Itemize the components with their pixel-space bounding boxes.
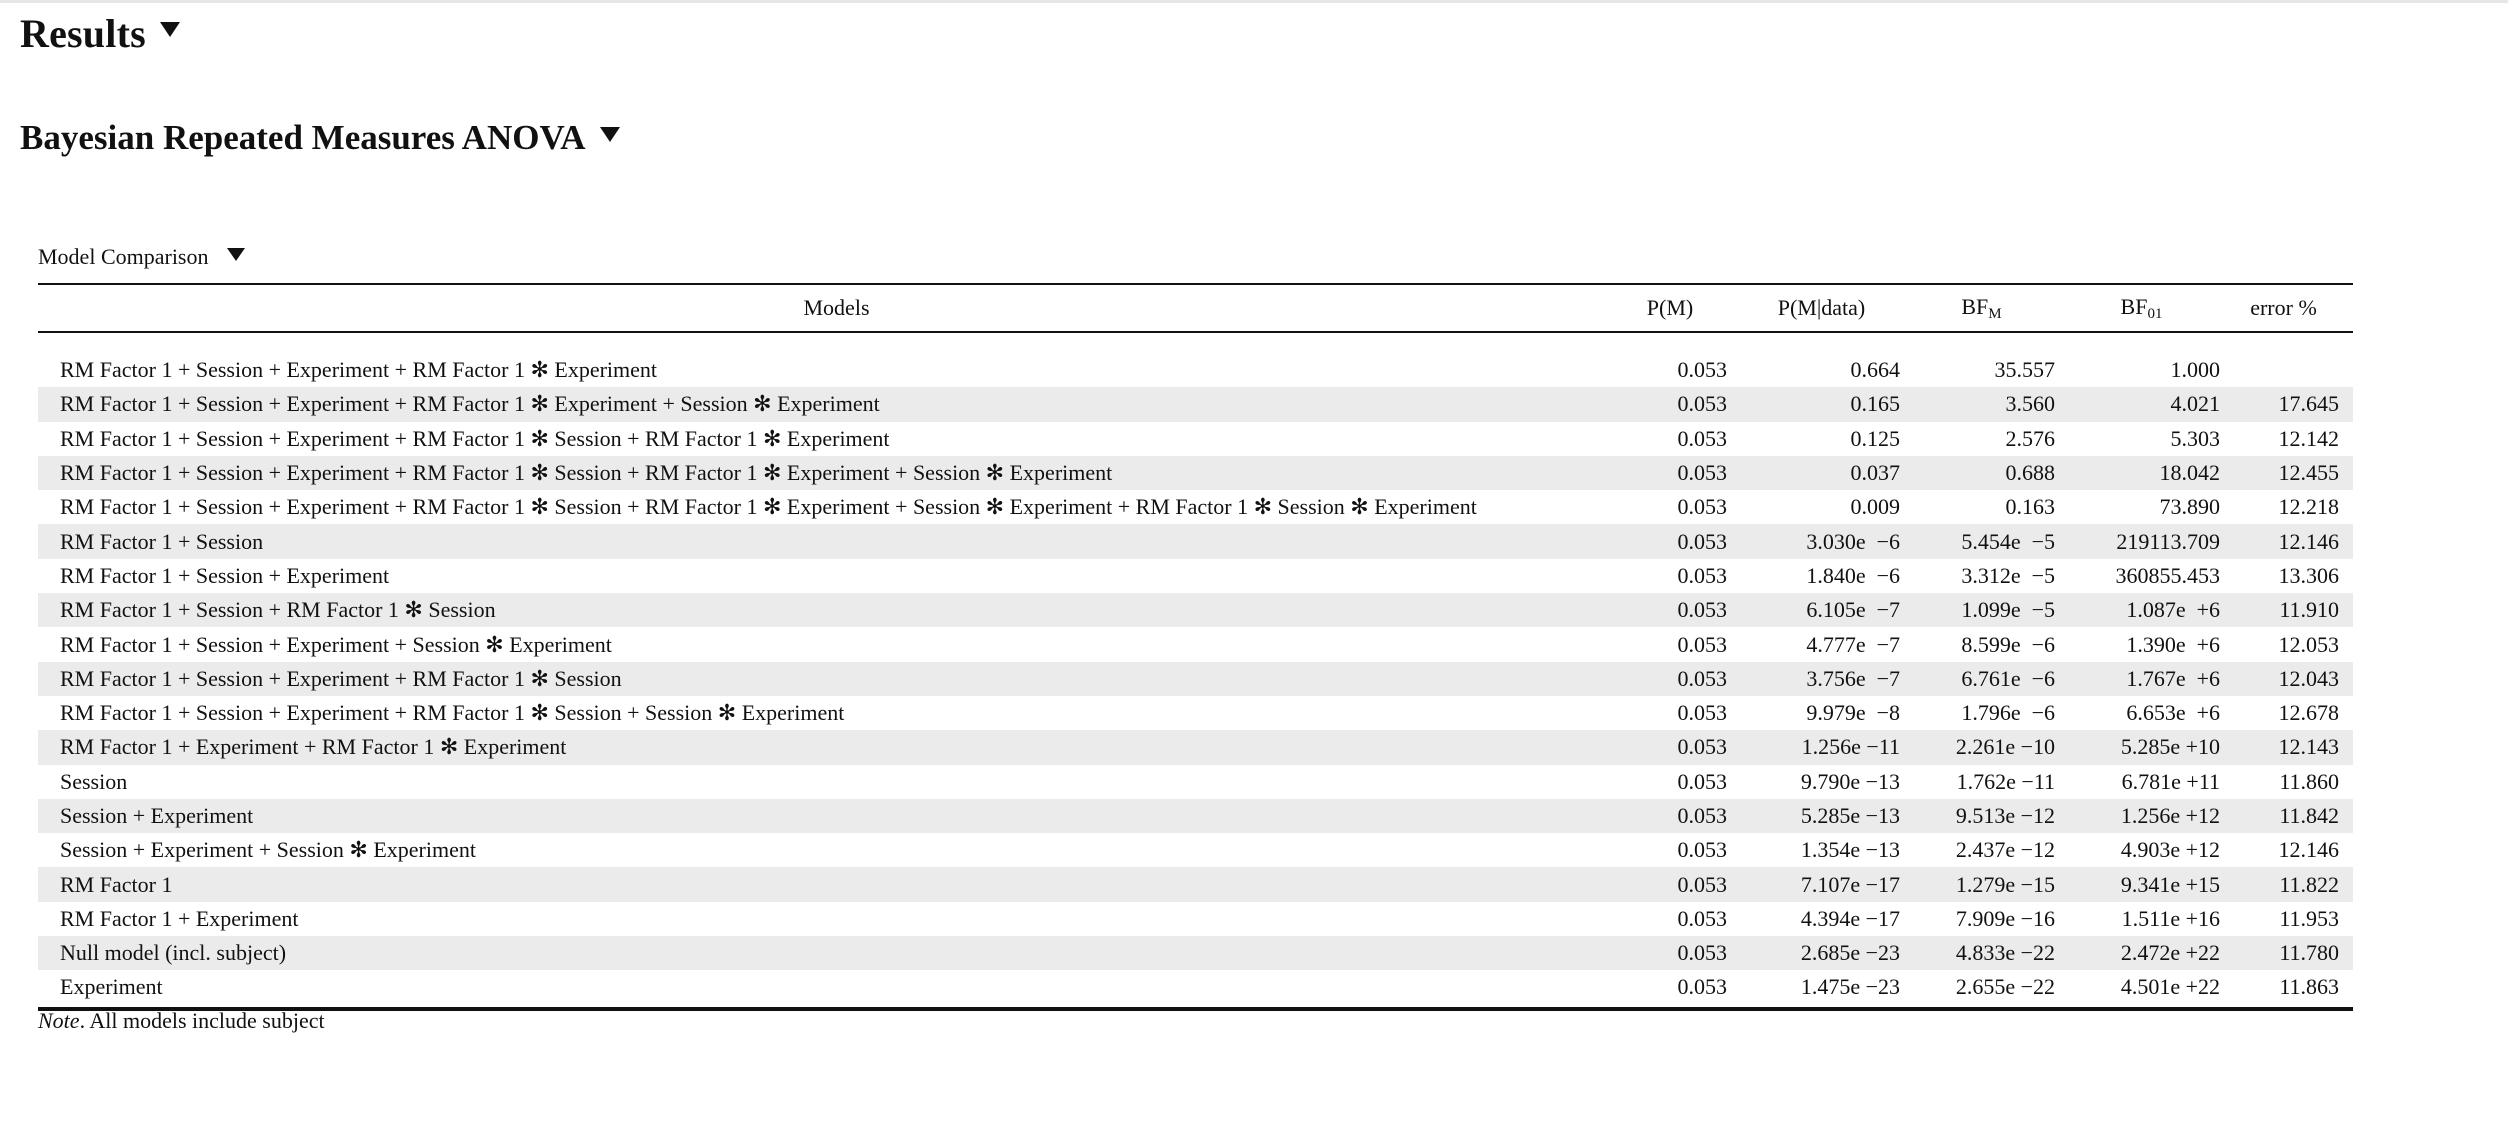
cell-bfm: 1.099e −5 <box>1961 597 2055 623</box>
cell-bfm: 2.655e −22 <box>1955 974 2055 1000</box>
header-pm-data: P(M|data) <box>1777 295 1866 320</box>
cell-pm: 0.053 <box>1677 494 1727 520</box>
cell-pm-data: 0.037 <box>1850 460 1900 486</box>
header-pm: P(M) <box>1646 295 1694 320</box>
cell-error: 12.143 <box>2278 734 2339 760</box>
cell-bfm: 6.761e −6 <box>1961 665 2055 691</box>
cell-pm-data: 4.394e −17 <box>1800 905 1900 931</box>
header-bf01-sub: 01 <box>2147 305 2163 322</box>
cell-error: 11.822 <box>2279 871 2339 897</box>
table-row <box>38 524 2353 558</box>
collapse-triangle-icon[interactable] <box>160 22 180 37</box>
table-row <box>38 765 2353 799</box>
cell-bfm: 0.688 <box>2005 460 2055 486</box>
cell-bf01: 9.341e +15 <box>2120 871 2220 897</box>
cell-pm: 0.053 <box>1677 425 1727 451</box>
cell-error: 11.910 <box>2279 597 2339 623</box>
cell-pm: 0.053 <box>1677 768 1727 794</box>
cell-pm-data: 7.107e −17 <box>1800 871 1900 897</box>
cell-bf01: 2.472e +22 <box>2120 940 2220 966</box>
note-label: Note <box>38 1008 80 1033</box>
cell-model: Session + Experiment <box>60 803 254 828</box>
table-row <box>38 833 2353 867</box>
cell-pm: 0.053 <box>1677 734 1727 760</box>
cell-error: 13.306 <box>2278 562 2339 588</box>
header-bf01-base: BF <box>2120 293 2148 319</box>
cell-bf01: 1.000 <box>2170 357 2220 383</box>
cell-pm-data: 1.475e −23 <box>1800 974 1900 1000</box>
cell-bfm: 5.454e −5 <box>1961 528 2055 554</box>
header-bfm <box>1908 294 2063 323</box>
table-row <box>38 799 2353 833</box>
cell-error: 11.863 <box>2279 974 2339 1000</box>
table-header <box>38 285 2353 333</box>
cell-bfm: 3.560 <box>2005 391 2055 417</box>
header-bfm-sub: M <box>1988 305 2002 322</box>
results-heading[interactable] <box>20 10 180 57</box>
cell-pm: 0.053 <box>1677 700 1727 726</box>
cell-error: 11.953 <box>2279 905 2339 931</box>
cell-pm: 0.053 <box>1677 940 1727 966</box>
cell-pm: 0.053 <box>1677 803 1727 828</box>
cell-bf01: 219113.709 <box>2116 528 2220 554</box>
collapse-triangle-icon[interactable] <box>227 248 245 261</box>
table-bottom-rule <box>38 1007 2353 1011</box>
header-models: Models <box>803 295 870 320</box>
cell-bfm: 35.557 <box>1994 357 2055 383</box>
cell-bfm: 2.261e −10 <box>1955 734 2055 760</box>
model-comparison-table <box>38 283 2353 1011</box>
table-row <box>38 936 2353 970</box>
cell-model: RM Factor 1 + Session + Experiment + RM Factor 1 ✻ Session + RM Factor 1 ✻ Experiment + Session ✻ Experiment <box>60 460 1113 486</box>
header-bf01 <box>2063 294 2228 323</box>
cell-error: 12.053 <box>2278 631 2339 657</box>
cell-bf01: 360855.453 <box>2115 562 2220 588</box>
cell-bfm: 4.833e −22 <box>1955 940 2055 966</box>
cell-bf01: 73.890 <box>2159 494 2220 520</box>
table-row <box>38 867 2353 901</box>
cell-bfm: 2.576 <box>2005 425 2055 451</box>
cell-model: RM Factor 1 + Session + Experiment + RM Factor 1 ✻ Experiment <box>60 357 658 383</box>
cell-pm-data: 1.256e −11 <box>1801 734 1900 760</box>
cell-pm: 0.053 <box>1677 528 1727 554</box>
cell-pm: 0.053 <box>1677 974 1727 1000</box>
cell-bfm: 8.599e −6 <box>1961 631 2055 657</box>
table-row <box>38 559 2353 593</box>
cell-error: 11.842 <box>2279 803 2339 828</box>
cell-bf01: 6.781e +11 <box>2121 768 2220 794</box>
cell-pm: 0.053 <box>1677 665 1727 691</box>
note-text: . All models include subject <box>79 1008 325 1033</box>
cell-model: RM Factor 1 + Session + Experiment + RM Factor 1 ✻ Session + RM Factor 1 ✻ Experiment <box>60 425 890 451</box>
cell-pm: 0.053 <box>1677 631 1727 657</box>
cell-pm-data: 9.979e −8 <box>1806 700 1900 726</box>
cell-bf01: 5.285e +10 <box>2120 734 2220 760</box>
table-row <box>38 662 2353 696</box>
cell-pm: 0.053 <box>1677 871 1727 897</box>
table-body <box>38 353 2353 1005</box>
cell-bf01: 5.303 <box>2170 425 2220 451</box>
cell-bf01: 1.511e +16 <box>2121 905 2220 931</box>
table-row <box>38 696 2353 730</box>
cell-model: RM Factor 1 + Session + Experiment + RM Factor 1 ✻ Session + RM Factor 1 ✻ Experiment + Session ✻ Experiment + RM Factor 1 ✻ Session ✻ Experiment <box>60 494 1477 520</box>
cell-bfm: 7.909e −16 <box>1955 905 2055 931</box>
table-row <box>38 627 2353 661</box>
cell-pm-data: 0.165 <box>1850 391 1900 417</box>
cell-pm-data: 0.664 <box>1850 357 1900 383</box>
cell-bf01: 18.042 <box>2159 460 2220 486</box>
cell-pm-data: 2.685e −23 <box>1800 940 1900 966</box>
anova-title: Bayesian Repeated Measures ANOVA <box>20 118 586 157</box>
cell-pm-data: 0.009 <box>1850 494 1900 520</box>
table-row <box>38 422 2353 456</box>
header-error: error % <box>2250 295 2317 320</box>
cell-model: RM Factor 1 + Session + RM Factor 1 ✻ Session <box>60 597 496 623</box>
cell-pm: 0.053 <box>1677 391 1727 417</box>
table-row <box>38 902 2353 936</box>
cell-model: Experiment <box>60 974 163 1000</box>
table-row <box>38 490 2353 524</box>
cell-pm-data: 9.790e −13 <box>1800 768 1900 794</box>
results-title: Results <box>20 11 146 56</box>
cell-bfm: 9.513e −12 <box>1955 803 2055 828</box>
cell-pm-data: 3.030e −6 <box>1806 528 1900 554</box>
cell-bf01: 4.903e +12 <box>2120 837 2220 863</box>
cell-model: RM Factor 1 + Session + Experiment + RM Factor 1 ✻ Experiment + Session ✻ Experiment <box>60 391 880 417</box>
cell-model: RM Factor 1 + Session + Experiment + Session ✻ Experiment <box>60 631 612 657</box>
cell-pm: 0.053 <box>1677 562 1727 588</box>
cell-bf01: 4.501e +22 <box>2120 974 2220 1000</box>
table-row <box>38 730 2353 764</box>
cell-pm: 0.053 <box>1677 357 1727 383</box>
table-row <box>38 593 2353 627</box>
cell-model: Null model (incl. subject) <box>60 940 287 966</box>
cell-pm: 0.053 <box>1677 460 1727 486</box>
cell-bf01: 4.021 <box>2170 391 2220 417</box>
cell-bf01: 1.390e +6 <box>2126 631 2220 657</box>
header-bfm-base: BF <box>1961 293 1989 319</box>
cell-bf01: 1.087e +6 <box>2126 597 2220 623</box>
cell-error: 12.142 <box>2278 425 2339 451</box>
cell-pm: 0.053 <box>1677 837 1727 863</box>
cell-bfm: 0.163 <box>2005 494 2055 520</box>
cell-pm: 0.053 <box>1677 597 1727 623</box>
cell-model: RM Factor 1 + Session + Experiment <box>60 562 390 588</box>
cell-error: 12.455 <box>2278 460 2339 486</box>
cell-model: RM Factor 1 <box>60 871 173 897</box>
cell-pm: 0.053 <box>1677 905 1727 931</box>
cell-model: RM Factor 1 + Session + Experiment + RM Factor 1 ✻ Session <box>60 665 622 691</box>
cell-model: RM Factor 1 + Session + Experiment + RM Factor 1 ✻ Session + Session ✻ Experiment <box>60 700 845 726</box>
table-row <box>38 970 2353 1004</box>
model-comparison-title: Model Comparison <box>38 244 209 269</box>
cell-model: Session <box>60 768 128 794</box>
table-row <box>38 387 2353 421</box>
cell-bfm: 1.796e −6 <box>1961 700 2055 726</box>
cell-model: Session + Experiment + Session ✻ Experiment <box>60 837 476 863</box>
cell-error: 12.218 <box>2278 494 2339 520</box>
model-comparison-heading[interactable] <box>38 244 245 270</box>
table-row <box>38 456 2353 490</box>
header-gap <box>38 333 2353 353</box>
cell-error: 12.043 <box>2278 665 2339 691</box>
cell-pm-data: 3.756e −7 <box>1806 665 1900 691</box>
cell-error: 12.146 <box>2278 837 2339 863</box>
top-border <box>0 0 2508 3</box>
cell-model: RM Factor 1 + Experiment + RM Factor 1 ✻ Experiment <box>60 734 567 760</box>
cell-pm-data: 4.777e −7 <box>1806 631 1900 657</box>
cell-bfm: 1.279e −15 <box>1955 871 2055 897</box>
cell-error: 12.678 <box>2278 700 2339 726</box>
collapse-triangle-icon[interactable] <box>600 127 620 142</box>
cell-model: RM Factor 1 + Session <box>60 528 264 554</box>
cell-bf01: 1.256e +12 <box>2120 803 2220 828</box>
cell-model: RM Factor 1 + Experiment <box>60 905 299 931</box>
cell-error: 17.645 <box>2278 391 2339 417</box>
cell-pm-data: 6.105e −7 <box>1806 597 1900 623</box>
cell-error: 12.146 <box>2278 528 2339 554</box>
cell-pm-data: 1.354e −13 <box>1800 837 1900 863</box>
cell-error: 11.780 <box>2279 940 2339 966</box>
cell-bfm: 2.437e −12 <box>1955 837 2055 863</box>
table-note <box>38 1008 325 1034</box>
table-row <box>38 353 2353 387</box>
cell-error: 11.860 <box>2279 768 2339 794</box>
anova-heading[interactable] <box>20 118 620 158</box>
cell-bf01: 1.767e +6 <box>2126 665 2220 691</box>
cell-bfm: 3.312e −5 <box>1961 562 2055 588</box>
cell-pm-data: 1.840e −6 <box>1806 562 1900 588</box>
cell-bfm: 1.762e −11 <box>1956 768 2055 794</box>
cell-bf01: 6.653e +6 <box>2126 700 2220 726</box>
cell-pm-data: 0.125 <box>1850 425 1900 451</box>
cell-pm-data: 5.285e −13 <box>1800 803 1900 828</box>
